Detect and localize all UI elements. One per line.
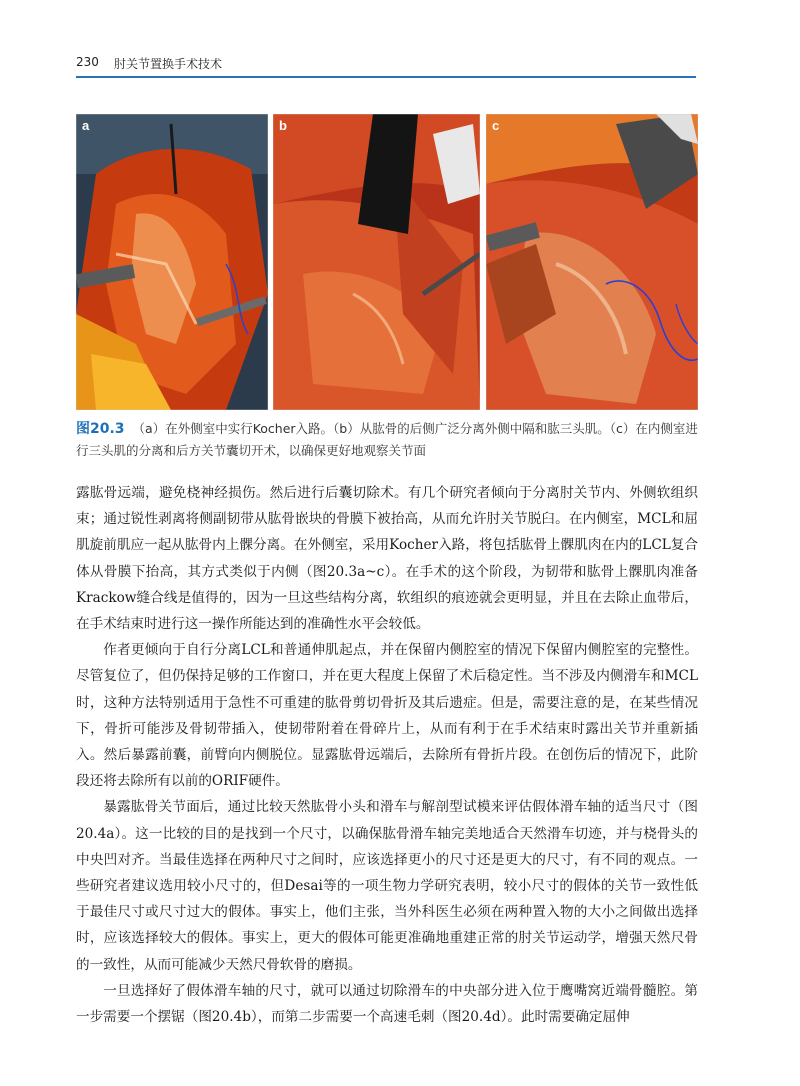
panel-letter-b: b: [279, 118, 287, 133]
figure-panel-a: [76, 114, 268, 410]
figure-panel-b: [273, 114, 480, 410]
body-paragraph: 露肱骨远端，避免桡神经损伤。然后进行后囊切除术。有几个研究者倾向于分离肘关节内、外侧软组织束；通过锐性剥离将侧副韧带从肱骨嵌块的骨膜下被抬高，从而允许肘关节脱臼。在内侧室，MCL和屈肌旋前肌应一起从肱骨内上髁分离。在外侧室，采用Kocher入路，将包括肱骨上髁肌肉在内的LCL复合体从骨膜下抬高，其方式类似于内侧（图20.3a~c）。在手术的这个阶段，为韧带和肱骨上髁肌肉准备Krackow缝合线是值得的，因为一旦这些结构分离，软组织的痕迹就会更明显，并且在去除止血带后，在手术结束时进行这一操作所能达到的准确性水平会较低。: [76, 485, 698, 633]
panel-letter-c: c: [492, 118, 500, 133]
body-paragraph: 一旦选择好了假体滑车轴的尺寸，就可以通过切除滑车的中央部分进入位于鹰嘴窝近端骨髓腔。第一步需要一个摆锯（图20.4b），而第二步需要一个高速毛刺（图20.4d）。此时需要确定屈伸: [76, 982, 698, 1026]
figure-caption: [76, 418, 698, 461]
surgical-photo-b: [273, 114, 480, 410]
body-text: [76, 480, 698, 1030]
figure-caption-text: （a）在外侧室中实行Kocher入路。（b）从肱骨的后侧广泛分离外侧中隔和肱三头肌。（c）在内侧室进行三头肌的分离和后方关节囊切开术，以确保更好地观察关节面: [76, 421, 698, 458]
surgical-photo-c: [486, 114, 698, 410]
header-rule: [76, 76, 696, 78]
running-title: 肘关节置换手术技术: [114, 57, 223, 71]
surgical-photo-a: [76, 114, 268, 410]
figure-caption-label: 图20.3: [76, 421, 125, 437]
page-header: [76, 52, 696, 74]
body-paragraph: 作者更倾向于自行分离LCL和普通伸肌起点，并在保留内侧腔室的情况下保留内侧腔室的完整性。尽管复位了，但仍保持足够的工作窗口，并在更大程度上保留了术后稳定性。当不涉及内侧滑车和MCL时，这种方法特别适用于急性不可重建的肱骨剪切骨折及其后遗症。但是，需要注意的是，在某些情况下，骨折可能涉及骨韧带插入，使韧带附着在骨碎片上，从而有利于在手术结束时露出关节并重新插入。然后暴露前囊，前臂向内侧脱位。显露肱骨远端后，去除所有骨折片段。在创伤后的情况下，此阶段还将去除所有以前的ORIF硬件。: [76, 642, 698, 790]
panel-letter-a: a: [82, 118, 90, 133]
figure-panel-c: [486, 114, 698, 410]
page-number: 230: [76, 55, 99, 69]
body-paragraph: 暴露肱骨关节面后，通过比较天然肱骨小头和滑车与解剖型试模来评估假体滑车轴的适当尺寸（图20.4a）。这一比较的目的是找到一个尺寸，以确保肱骨滑车轴完美地适合天然滑车切迹，并与桡骨头的中央凹对齐。当最佳选择在两种尺寸之间时，应该选择更小的尺寸还是更大的尺寸，有不同的观点。一些研究者建议选用较小尺寸的，但Desai等的一项生物力学研究表明，较小尺寸的假体的关节一致性低于最佳尺寸或尺寸过大的假体。事实上，他们主张，当外科医生必须在两种置入物的大小之间做出选择时，应该选择较大的假体。事实上，更大的假体可能更准确地重建正常的肘关节运动学，增强天然尺骨的一致性，从而可能减少天然尺骨软骨的磨损。: [76, 799, 698, 973]
